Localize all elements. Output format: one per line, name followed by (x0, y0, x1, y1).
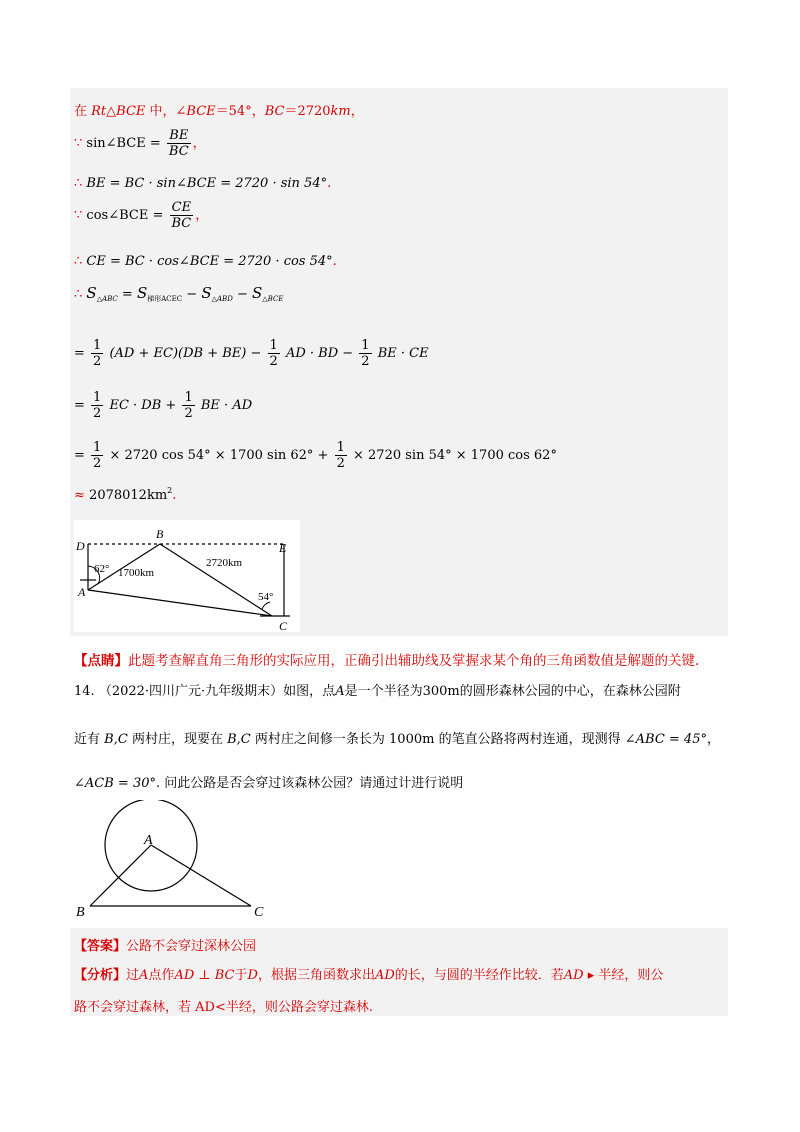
solution-line-area: ∴ $S_{\triangle ABC} = S_{梯形ACEC} - S_{\triangle ABD} - S_{\triangle BCE}$ (74, 284, 284, 303)
comment-tag: 【点睛】 (74, 653, 128, 669)
solution-line-be: ∴ BE = BC · sin∠BCE = 2720 · sin 54°. (74, 176, 332, 191)
analysis-tag: 【分析】 (74, 968, 127, 983)
problem14-line-1: 14. （2022·四川广元·九年级期末）如图，点A是一个半径为300m的圆形森林公园的中心，在森林公园附 (74, 684, 681, 699)
fraction-half: $\frac{1}{2}$ (269, 338, 278, 369)
figure1-label-a: A (78, 585, 86, 599)
fraction-half: $\frac{1}{2}$ (93, 390, 102, 421)
fraction-half: $\frac{1}{2}$ (361, 338, 370, 369)
figure1-angle-c: 54° (258, 591, 274, 603)
figure1-label-d: D (76, 539, 85, 553)
fraction-half: $\frac{1}{2}$ (93, 338, 102, 369)
figure2-label-c: C (254, 905, 264, 920)
solution-line-1: 在 Rt△BCE 中，∠BCE＝54°，BC＝2720km， (74, 104, 364, 119)
problem14-line-2: 近有 B,C 两村庄，现要在 B,C 两村庄之间修一条长为 1000m 的笔直公路将两村连通，现测得 ∠ABC = 45°， (74, 732, 720, 747)
solution-line-ce: ∴ CE = BC · cos∠BCE = 2720 · cos 54°. (74, 254, 337, 269)
analysis-line-2: 路不会穿过森林，若 AD<半经，则公路会穿过森林. (74, 1000, 373, 1015)
figure2-label-b: B (76, 905, 85, 920)
solution-line-substitute: = $\frac{1}{2}$ × 2720 cos 54° × 1700 sin 62° + $\frac{1}{2}$ × 2720 sin 54° × 1700 cos 62° (74, 440, 557, 471)
solution-line-result: ≈ $2078012km^2$. (74, 486, 177, 503)
fraction-half: $\frac{1}{2}$ (184, 390, 193, 421)
fraction-ce-bc: $\frac{CE}{BC}$ (171, 200, 192, 231)
answer-tag: 【答案】 (74, 939, 127, 954)
fraction-be-bc: $\frac{BE}{BC}$ (168, 128, 189, 159)
figure1-label-b: B (156, 527, 164, 541)
answer-line: 【答案】公路不会穿过深林公园 (74, 939, 257, 954)
figure1-label-c: C (279, 619, 288, 632)
figure-circle-triangle (74, 800, 274, 922)
figure-rectangle-dbeca (74, 520, 300, 632)
fraction-half: $\frac{1}{2}$ (93, 440, 102, 471)
solution-line-sin: ∵ sin∠BCE = $\frac{BE}{BC}$ ， (74, 128, 206, 159)
figure1-label-e: E (279, 541, 287, 555)
figure1-length-ab: 1700km (118, 567, 155, 579)
figure2-label-a: A (144, 833, 153, 848)
figure1-angle-a: 62° (94, 563, 110, 575)
fraction-half: $\frac{1}{2}$ (336, 440, 345, 471)
problem14-line-3: ∠ACB = 30°. 问此公路是否会穿过该森林公园？请通过计进行说明 (74, 776, 464, 791)
solution-line-simplify: = $\frac{1}{2}$ EC · DB + $\frac{1}{2}$ BE · AD (74, 390, 253, 421)
comment-line: 【点睛】此题考查解直角三角形的实际应用，正确引出辅助线及掌握求某个角的三角函数值是解题的关键. (74, 653, 700, 669)
analysis-line-1: 【分析】过A点作AD ⊥ BC于D，根据三角函数求出AD的长，与圆的半经作比较．若AD ▸ 半经，则公 (74, 968, 664, 983)
figure1-length-bc: 2720km (206, 557, 243, 569)
solution-line-cos: ∵ cos∠BCE = $\frac{CE}{BC}$ ， (74, 200, 209, 231)
solution-line-expand: = $\frac{1}{2}$ (AD + EC)(DB + BE) − $\frac{1}{2}$ AD · BD − $\frac{1}{2}$ BE · CE (74, 338, 429, 369)
